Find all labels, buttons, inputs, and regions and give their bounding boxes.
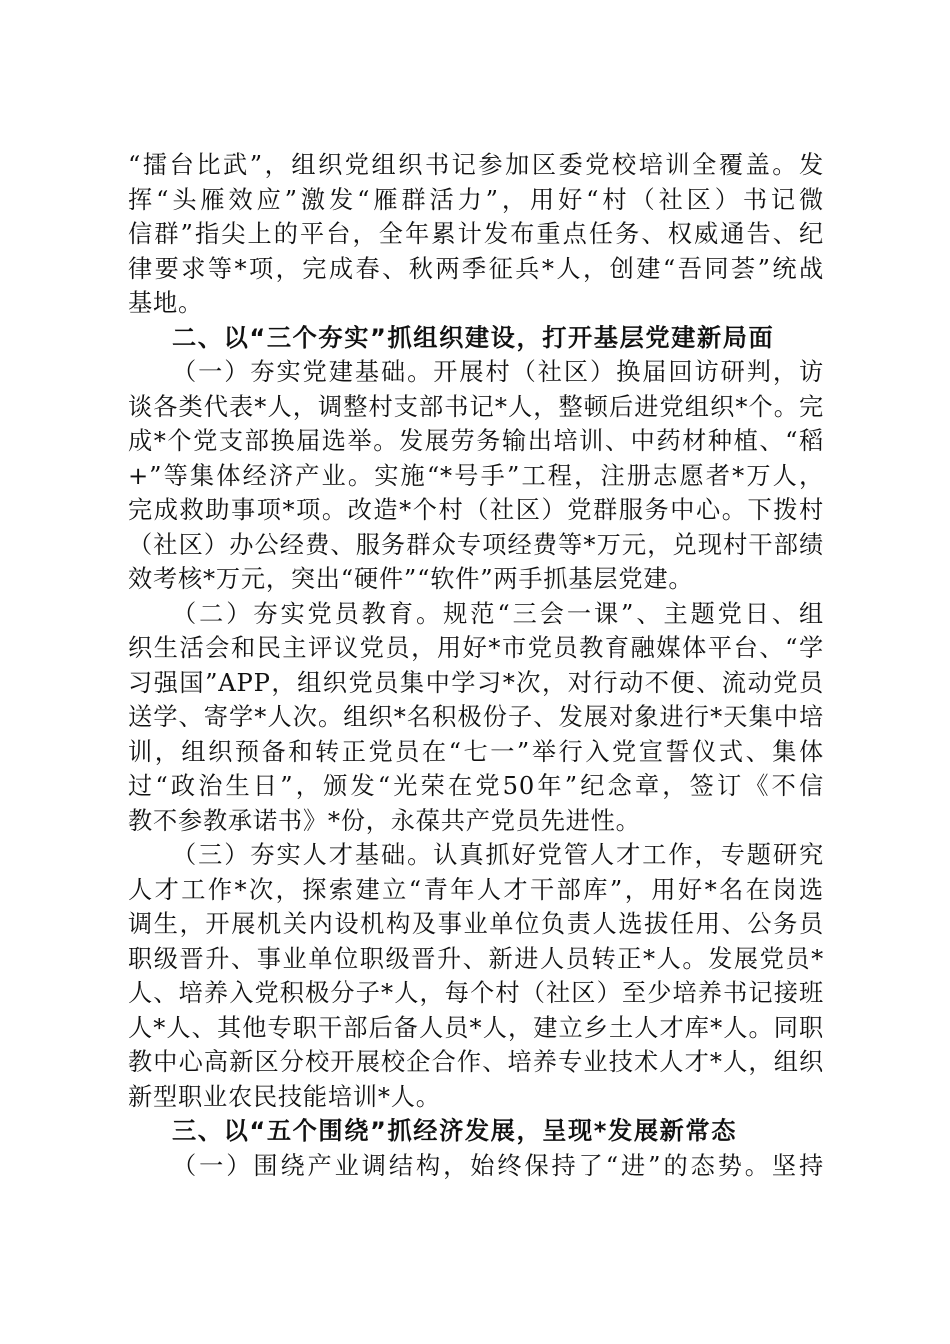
paragraph-line: 完成救助事项*项。改造*个村（社区）党群服务中心。下拨村 — [128, 496, 824, 524]
paragraph-line: 训，组织预备和转正党员在“七一”举行入党宣誓仪式、集体 — [128, 737, 824, 766]
paragraph-line: 人*人、其他专职干部后备人员*人，建立乡土人才库*人。同职 — [128, 1013, 824, 1042]
document-page — [128, 148, 824, 1183]
paragraph-line: （一）夯实党建基础。开展村（社区）换届回访研判，访 — [172, 358, 824, 386]
paragraph-line: 效考核*万元，突出“硬件”“软件”两手抓基层党建。 — [128, 565, 694, 593]
paragraph-line: +”等集体经济产业。实施“*号手”工程，注册志愿者*万人， — [128, 461, 824, 490]
paragraph-line: 基地。 — [128, 289, 203, 317]
paragraph-line: （二）夯实党员教育。规范“三会一课”、主题党日、组 — [172, 599, 824, 628]
section-heading: 三、以“五个围绕”抓经济发展，呈现*发展新常态 — [172, 1117, 737, 1145]
paragraph-line: 送学、寄学*人次。组织*名积极份子、发展对象进行*天集中培 — [128, 703, 824, 731]
paragraph-line: 律要求等*项，完成春、秋两季征兵*人，创建“吾同荟”统战 — [128, 254, 824, 283]
paragraph-line: 谈各类代表*人，调整村支部书记*人，整顿后进党组织*个。完 — [128, 392, 824, 421]
paragraph-line: 过“政治生日”，颁发“光荣在党50年”纪念章，签订《不信 — [128, 772, 824, 800]
paragraph-line: 教中心高新区分校开展校企合作、培养专业技术人才*人，组织 — [128, 1048, 824, 1076]
paragraph-line: “擂台比武”，组织党组织书记参加区委党校培训全覆盖。发 — [128, 151, 824, 179]
paragraph-line: 职级晋升、事业单位职级晋升、新进人员转正*人。发展党员* — [128, 944, 824, 973]
paragraph-line: 挥“头雁效应”激发“雁群活力”，用好“村（社区）书记微 — [128, 185, 824, 214]
paragraph-line: 新型职业农民技能培训*人。 — [128, 1082, 441, 1111]
paragraph-line: （三）夯实人才基础。认真抓好党管人才工作，专题研究 — [172, 841, 824, 869]
paragraph-line: 人才工作*次，探索建立“青年人才干部库”，用好*名在岗选 — [128, 875, 824, 904]
paragraph-line: （社区）办公经费、服务群众专项经费等*万元，兑现村干部绩 — [128, 530, 824, 559]
paragraph-line: 人、培养入党积极分子*人，每个村（社区）至少培养书记接班 — [128, 979, 824, 1007]
paragraph-line: 成*个党支部换届选举。发展劳务输出培训、中药材种植、“稻 — [128, 427, 824, 455]
section-heading: 二、以“三个夯实”抓组织建设，打开基层党建新局面 — [172, 323, 775, 352]
paragraph-line: 教不参教承诺书》*份，永葆共产党员先进性。 — [128, 806, 641, 835]
paragraph-line: 调生，开展机关内设机构及事业单位负责人选拔任用、公务员 — [128, 910, 824, 938]
paragraph-line: 习强国”APP，组织党员集中学习*次，对行动不便、流动党员 — [128, 668, 824, 697]
paragraph-line: 信群”指尖上的平台，全年累计发布重点任务、权威通告、纪 — [128, 220, 824, 248]
paragraph-line: （一）围绕产业调结构，始终保持了“进”的态势。坚持 — [172, 1151, 824, 1180]
paragraph-line: 织生活会和民主评议党员，用好*市党员教育融媒体平台、“学 — [128, 634, 824, 662]
